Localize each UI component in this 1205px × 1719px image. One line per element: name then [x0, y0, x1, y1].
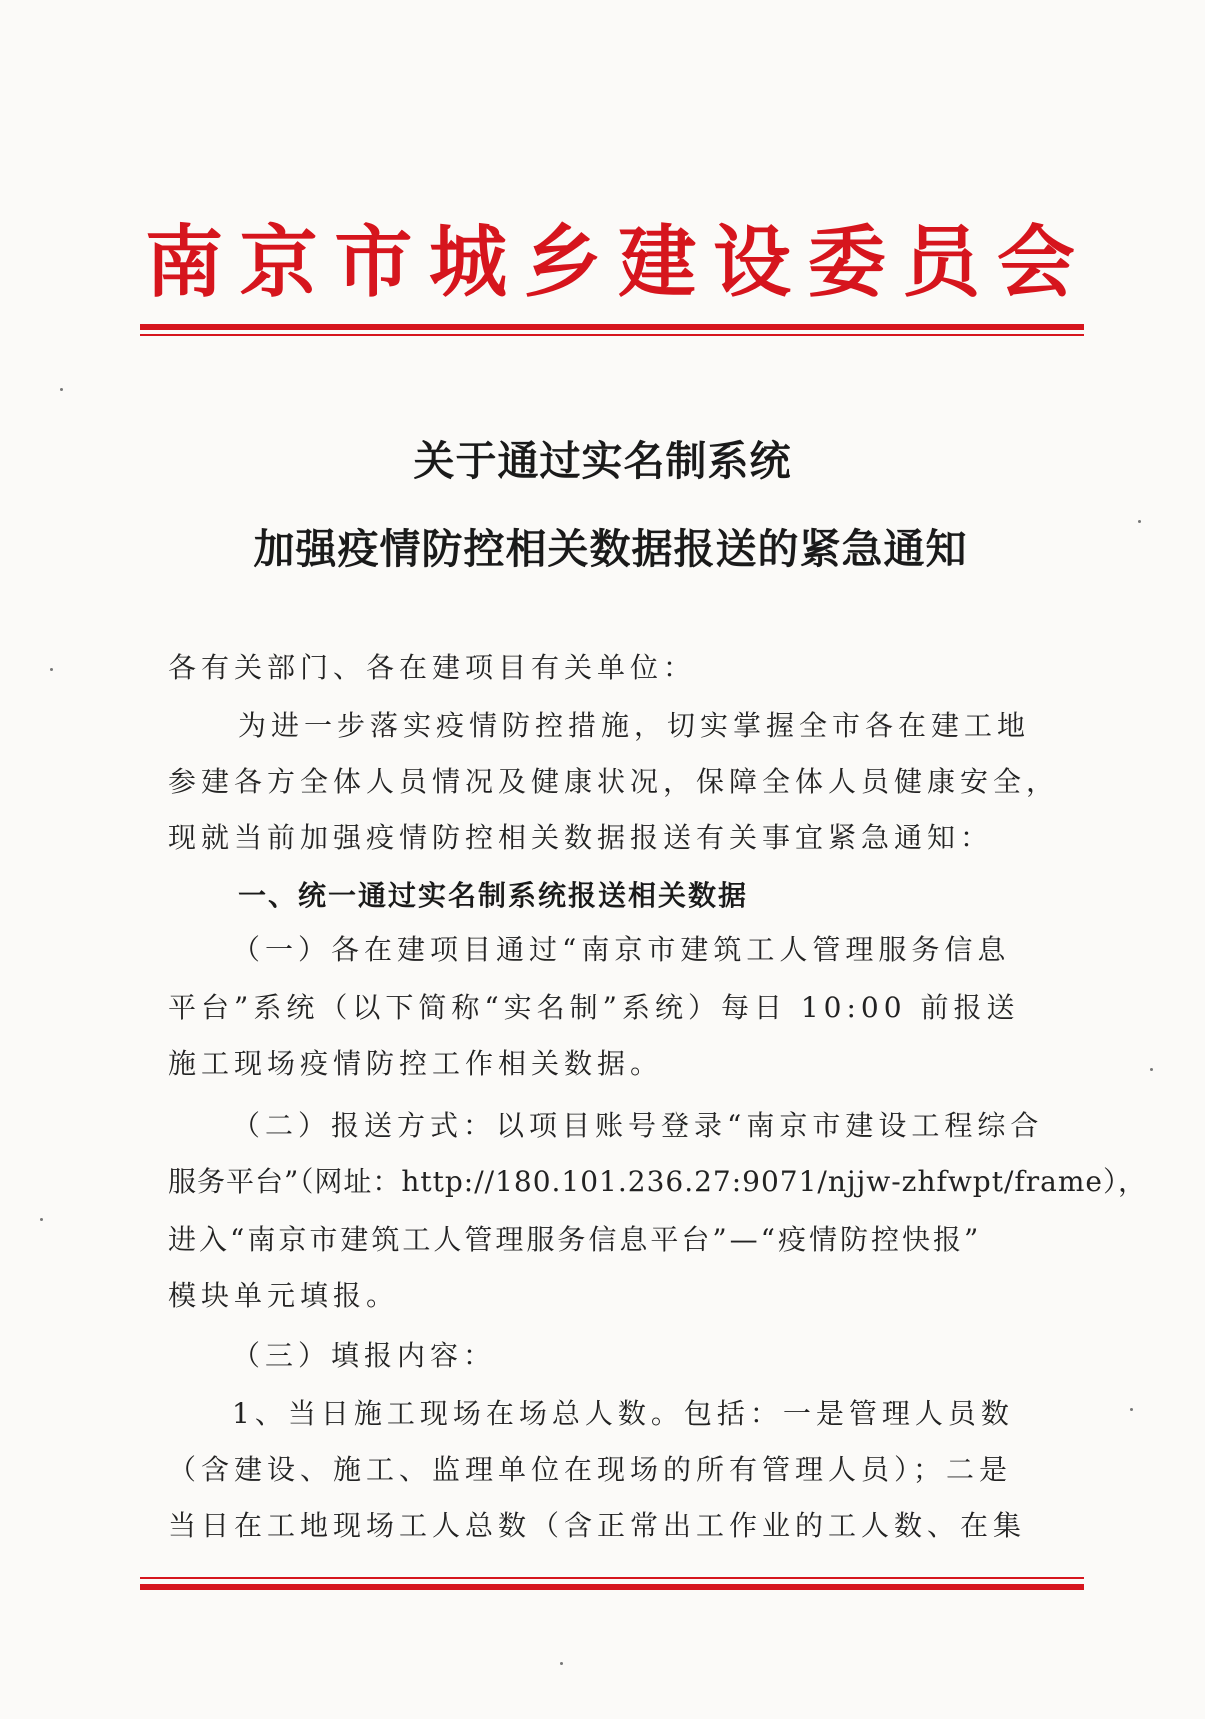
- document-title-line1: 关于通过实名制系统: [413, 437, 792, 485]
- body-line: 当日在工地现场工人总数（含正常出工作业的工人数、在集: [168, 1509, 1027, 1542]
- scan-speck: [560, 1662, 563, 1665]
- letterhead-rule-thin: [140, 334, 1084, 336]
- body-line: （二）报送方式：以项目账号登录“南京市建设工程综合: [232, 1109, 1044, 1142]
- footer-rule-thin: [140, 1577, 1084, 1579]
- body-line: 模块单元填报。: [168, 1279, 400, 1312]
- body-line: 现就当前加强疫情防控相关数据报送有关事宜紧急通知：: [168, 821, 994, 854]
- letterhead-char: 京: [239, 217, 318, 308]
- body-line: （三）填报内容：: [232, 1339, 497, 1372]
- scan-speck: [1130, 1408, 1133, 1411]
- letterhead-char: 会: [996, 217, 1075, 308]
- scan-speck: [1138, 520, 1141, 523]
- letterhead-char: 员: [902, 217, 981, 308]
- document-title-line2: 加强疫情防控相关数据报送的紧急通知: [253, 525, 968, 573]
- scan-speck: [50, 668, 53, 671]
- letterhead-char: 建: [618, 217, 697, 308]
- body-line: 施工现场疫情防控工作相关数据。: [168, 1047, 664, 1080]
- body-line-url: 服务平台”（网址：http://180.101.236.27:9071/njjw-zhfwpt/frame），: [168, 1165, 1147, 1198]
- letterhead-char: 设: [712, 217, 791, 308]
- body-line: 为进一步落实疫情防控措施，切实掌握全市各在建工地: [238, 709, 1031, 742]
- letterhead-char: 南: [145, 217, 224, 308]
- scan-speck: [60, 388, 63, 391]
- letterhead-char: 市: [334, 217, 413, 308]
- scan-speck: [40, 1218, 43, 1221]
- body-line: （含建设、施工、监理单位在现场的所有管理人员）；二是: [168, 1453, 1013, 1486]
- body-line: （一）各在建项目通过“南京市建筑工人管理服务信息: [232, 933, 1011, 966]
- letterhead-org-name: [145, 218, 1075, 308]
- letterhead-char: 乡: [523, 217, 602, 308]
- salutation: 各有关部门、各在建项目有关单位：: [168, 651, 697, 684]
- body-line: 平台”系统（以下简称“实名制”系统）每日 10:00 前报送: [168, 991, 1020, 1024]
- letterhead-char: 委: [807, 217, 886, 308]
- body-line: 参建各方全体人员情况及健康状况，保障全体人员健康安全，: [168, 765, 1060, 798]
- body-line: 进入“南京市建筑工人管理服务信息平台”—“疫情防控快报”: [168, 1223, 982, 1256]
- letterhead-char: 城: [428, 217, 507, 308]
- footer-rule-thick: [140, 1584, 1084, 1590]
- section-heading: 一、统一通过实名制系统报送相关数据: [238, 879, 749, 912]
- letterhead-rule-thick: [140, 324, 1084, 330]
- scan-speck: [1150, 1068, 1153, 1071]
- body-line: 1、当日施工现场在场总人数。包括：一是管理人员数: [232, 1397, 1014, 1430]
